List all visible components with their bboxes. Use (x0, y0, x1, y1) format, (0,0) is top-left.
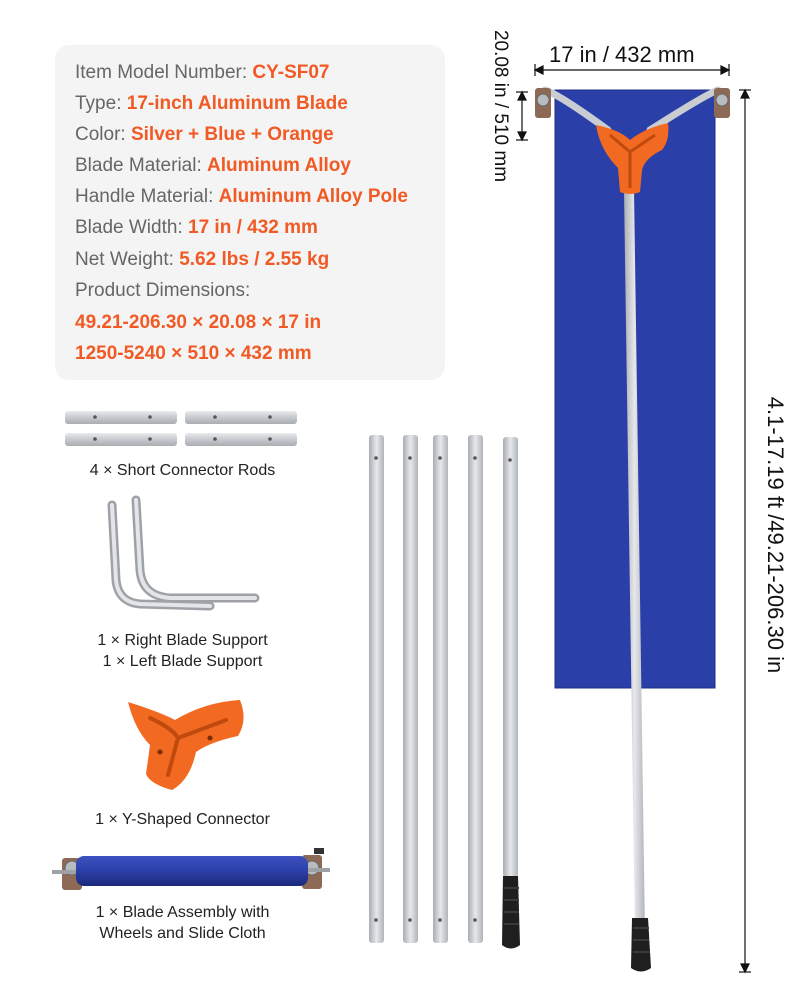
spec-type-value: 17-inch Aluminum Blade (126, 93, 348, 114)
caption-left-blade-support: 1 × Left Blade Support (102, 653, 263, 670)
caption-blade-assembly-line1: 1 × Blade Assembly with (95, 904, 270, 921)
connector-rod-3 (65, 433, 177, 446)
spec-type-label: Type: (75, 93, 122, 114)
right-blade-support-icon (112, 505, 210, 606)
spec-model-value: CY-SF07 (252, 62, 330, 83)
spec-blade-width-label: Blade Width: (75, 217, 183, 238)
y-connector-icon (128, 700, 244, 790)
connector-rod-4 (185, 433, 297, 446)
assembled-rake (535, 88, 730, 972)
extension-pole-4 (468, 435, 483, 943)
dimension-height-label: 20.08 in / 510 mm (490, 29, 511, 183)
extension-poles (369, 435, 520, 949)
extension-pole-3 (433, 435, 448, 943)
spec-dimensions-label: Product Dimensions: (75, 280, 251, 301)
left-blade-support-icon (136, 500, 255, 598)
spec-blade-material-value: Aluminum Alloy (207, 155, 351, 176)
caption-blade-assembly-line2: Wheels and Slide Cloth (99, 925, 266, 942)
extension-pole-5 (503, 437, 518, 877)
spec-model-label: Item Model Number: (75, 62, 248, 83)
dimension-width-label: 17 in / 432 mm (549, 42, 695, 67)
blade-assembly-icon (52, 848, 330, 890)
spec-color-value: Silver + Blue + Orange (130, 124, 334, 145)
caption-connector-rods: 4 × Short Connector Rods (89, 462, 276, 479)
spec-blade-material-label: Blade Material: (75, 155, 202, 176)
spec-handle-material-value: Aluminum Alloy Pole (218, 186, 408, 207)
dimension-length-label: 4.1-17.19 ft /49.21-206.30 in (763, 396, 788, 674)
spec-net-weight-value: 5.62 lbs / 2.55 kg (179, 249, 330, 270)
caption-y-connector: 1 × Y-Shaped Connector (95, 811, 270, 828)
caption-right-blade-support: 1 × Right Blade Support (97, 632, 268, 649)
extension-pole-2 (403, 435, 418, 943)
spec-dimensions-in: 49.21-206.30 × 20.08 × 17 in (75, 312, 322, 333)
connector-rod-2 (185, 411, 297, 424)
blade-supports (112, 500, 255, 606)
spec-handle-material-label: Handle Material: (75, 186, 214, 207)
extension-pole-1 (369, 435, 384, 943)
assembled-grip-icon (631, 918, 651, 972)
connector-rod-1 (65, 411, 177, 424)
short-connector-rods (65, 411, 297, 446)
spec-dimensions-mm: 1250-5240 × 510 × 432 mm (75, 343, 312, 364)
spec-net-weight-label: Net Weight: (75, 249, 174, 270)
spec-color-label: Color: (75, 124, 126, 145)
spec-blade-width-value: 17 in / 432 mm (188, 217, 318, 238)
